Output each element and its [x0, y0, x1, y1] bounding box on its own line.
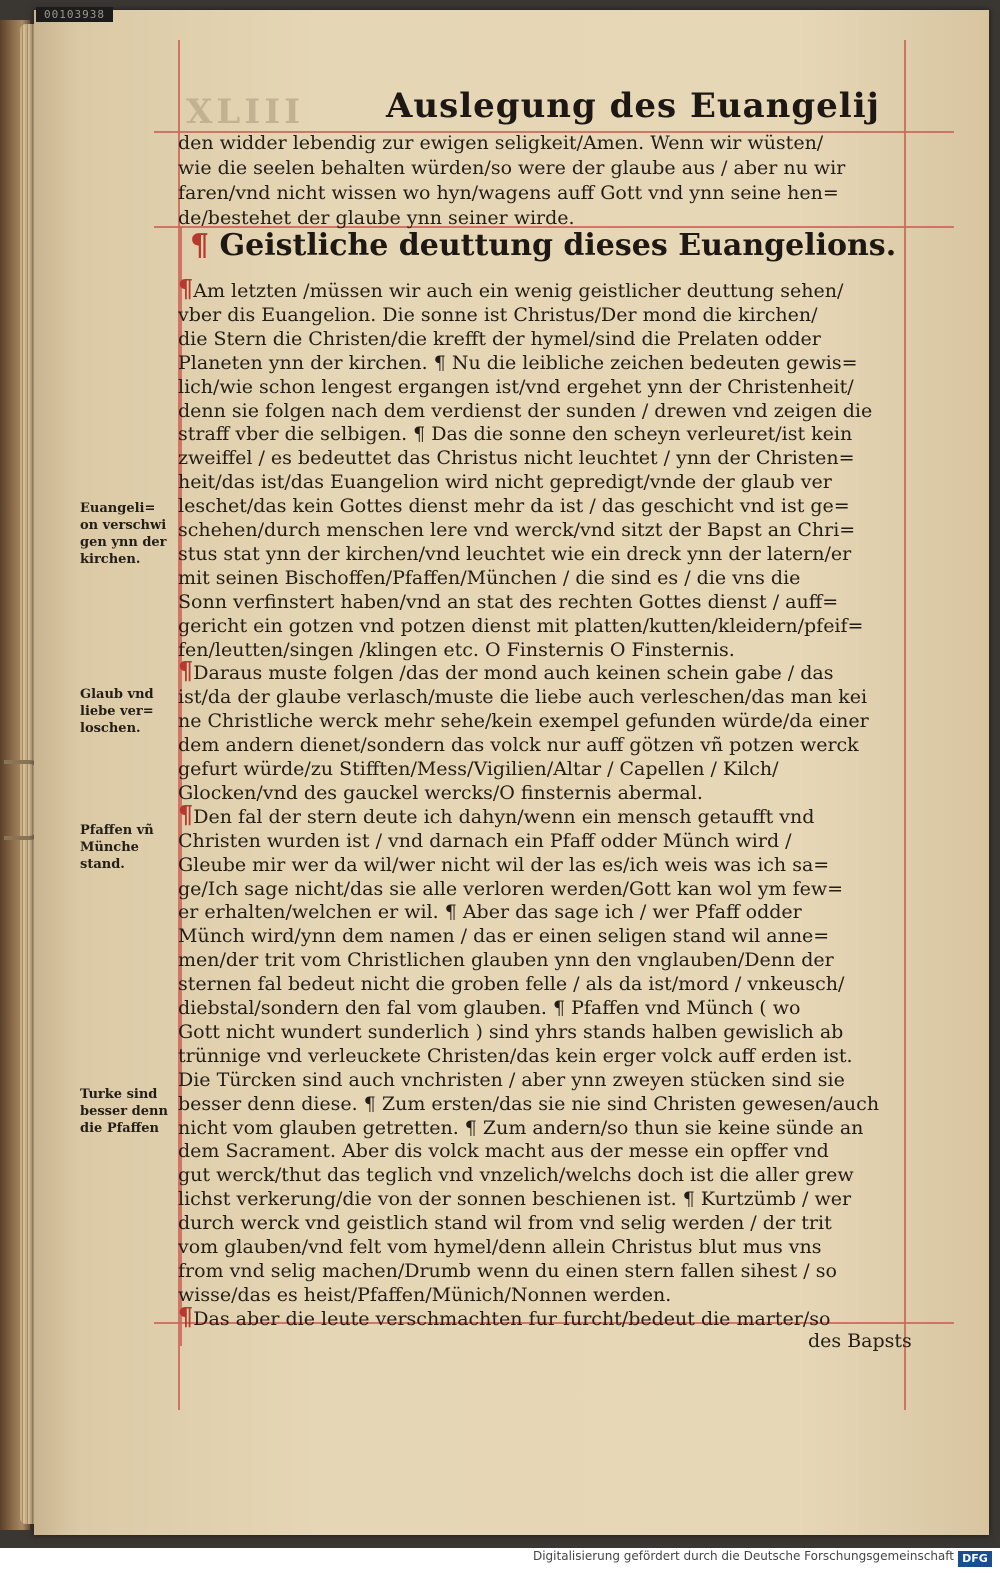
line-text: die Stern die Christen/die krefft der hymel/sind die Prelaten odder — [178, 327, 821, 350]
text-line — [178, 921, 906, 947]
text-line: faren/vnd nicht wissen wo hyn/wagens auff Gott vnd ynn seine hen= — [178, 182, 839, 204]
text-line — [178, 563, 906, 589]
line-text: zweiffel / es bedeuttet das Christus nicht leuchtet / ynn der Christen= — [178, 447, 855, 470]
line-text: lich/wie schon lengest ergangen ist/vnd ergehet ynn der Christenheit/ — [178, 375, 854, 398]
pilcrow-mark: ¶ — [178, 1303, 194, 1330]
line-text: straff vber die selbigen. ¶ Das die sonne den scheyn verleuret/ist kein — [178, 423, 853, 446]
text-line — [178, 1208, 906, 1234]
text-line — [178, 897, 906, 923]
text-line — [178, 1089, 906, 1115]
line-text: diebstal/sondern den fal vom glauben. ¶ Pfaffen vnd Münch ( wo — [178, 997, 801, 1019]
line-text: Das aber die leute verschmachten fur furcht/bedeut die marter/so — [193, 1307, 831, 1330]
line-text: sternen fal bedeut nicht die groben felle / als da ist/mord / vnkeusch/ — [178, 973, 845, 996]
text-line — [178, 348, 906, 374]
text-line — [178, 778, 906, 804]
text-line — [178, 730, 906, 756]
margin-note: Turke sind besser denn die Pfaffen — [80, 1087, 168, 1136]
text-line: de/bestehet der glaube ynn seiner wirde. — [178, 207, 575, 229]
text-line — [178, 874, 906, 900]
text-line — [178, 1232, 906, 1258]
text-line — [178, 945, 906, 971]
text-line — [178, 1304, 906, 1330]
line-text: Die Türcken sind auch vnchristen / aber ynn zweyen stücken sind sie — [178, 1068, 845, 1091]
line-text: Den fal der stern deute ich dahyn/wenn ein mensch getaufft vnd — [193, 805, 815, 828]
margin-note: Euangeli= on verschwi gen ynn der kirchen. — [80, 501, 167, 567]
text-line — [178, 443, 906, 469]
margin-note: Pfaffen vñ Münche stand. — [80, 823, 154, 872]
line-text: ge/Ich sage nicht/das sie alle verloren werden/Gott kan wol ym few= — [178, 877, 844, 900]
text-line — [178, 635, 906, 661]
text-line — [178, 1017, 906, 1043]
line-text: dem Sacrament. Aber dis volck macht aus der messe ein opffer vnd — [178, 1140, 829, 1163]
dfg-logo: DFG — [958, 1551, 992, 1567]
line-text: leschet/das kein Gottes dienst mehr da ist / das geschicht vnd ist ge= — [178, 495, 850, 518]
line-text: Sonn verfinstert haben/vnd an stat des rechten Gottes dienst / auff= — [178, 590, 839, 613]
text-line — [178, 1160, 906, 1186]
line-text: mit seinen Bischoffen/Pfaffen/München / die sind es / die vns die — [178, 566, 801, 589]
text-line — [178, 396, 906, 422]
text-line: den widder lebendig zur ewigen seligkeit/Amen. Wenn wir wüsten/ — [178, 132, 824, 154]
running-head: Auslegung des Euangelij — [386, 86, 880, 126]
text-line — [178, 587, 906, 613]
line-text: Planeten ynn der kirchen. ¶ Nu die leibliche zeichen bedeuten gewis= — [178, 351, 858, 374]
line-text: gefurt würde/zu Stifften/Mess/Vigilien/Altar / Capellen / Kilch/ — [178, 758, 779, 780]
text-line — [178, 969, 906, 995]
pilcrow-mark: ¶ — [178, 658, 194, 685]
text-line — [178, 1184, 906, 1210]
margin-note: Glaub vnd liebe ver= loschen. — [80, 687, 154, 736]
line-text: Christen wurden ist / vnd darnach ein Pfaff odder Münch wird / — [178, 829, 792, 852]
line-text: Gott nicht wundert sunderlich ) sind yhrs stands halben gewislich ab — [178, 1020, 844, 1043]
line-text: Münch wird/ynn dem namen / das er einen seligen stand wil anne= — [178, 925, 830, 948]
catchword: des Bapsts — [808, 1330, 912, 1352]
text-line — [178, 539, 906, 565]
funding-credit: Digitalisierung gefördert durch die Deutsche Forschungsgemeinschaft — [532, 1549, 954, 1563]
line-text: schehen/durch menschen lere vnd werck/vnd sitzt der Bapst an Chri= — [178, 519, 856, 541]
line-text: men/der trit vom Christlichen glauben ynn den vnglauben/Denn der — [178, 949, 834, 972]
line-text: besser denn diese. ¶ Zum ersten/das sie nie sind Christen gewesen/auch — [178, 1092, 880, 1115]
line-text: Gleube mir wer da wil/wer nicht wil der las es/ich weis was ich sa= — [178, 853, 830, 876]
line-text: dem andern dienet/sondern das volck nur auff götzen vñ potzen werck — [178, 734, 859, 757]
line-text: Daraus muste folgen /das der mond auch keinen schein gabe / das — [193, 662, 834, 685]
text-line — [178, 1065, 906, 1091]
pilcrow-mark: ¶ — [178, 276, 194, 302]
section-pilcrow: ¶ — [190, 228, 210, 263]
line-text: gut werck/thut das teglich vnd vnzelich/welchs doch ist die aller grew — [178, 1164, 854, 1187]
text-line — [178, 754, 906, 780]
text-line — [178, 1280, 906, 1306]
text-line — [178, 993, 906, 1019]
text-line — [178, 850, 906, 876]
folio-number: XLIII — [186, 92, 304, 132]
line-text: from vnd selig machen/Drumb wenn du einen stern fallen sihest / so — [178, 1259, 837, 1282]
text-line — [178, 491, 906, 517]
line-text: nicht vom glauben getretten. ¶ Zum andern/so thun sie keine sünde an — [178, 1116, 864, 1139]
line-text: denn sie folgen nach dem verdienst der sunden / drewen vnd zeigen die — [178, 399, 873, 422]
section-heading — [190, 228, 896, 263]
text-line — [178, 1256, 906, 1282]
text-line — [178, 515, 906, 541]
line-text: gericht ein gotzen vnd potzen dienst mit platten/kutten/kleidern/pfeif= — [178, 614, 864, 637]
line-text: lichst verkerung/die von der sonnen beschienen ist. ¶ Kurtzümb / wer — [178, 1188, 852, 1211]
line-text: Am letzten /müssen wir auch ein wenig geistlicher deuttung sehen/ — [193, 280, 844, 302]
text-line — [178, 1136, 906, 1162]
text-line — [178, 682, 906, 708]
line-text: Glocken/vnd des gauckel wercks/O finsternis abermal. — [178, 781, 703, 804]
text-line — [178, 372, 906, 398]
text-line — [178, 611, 906, 637]
text-line — [178, 802, 906, 828]
section-title-text: Geistliche deuttung dieses Euangelions. — [219, 228, 897, 263]
text-line: wie die seelen behalten würden/so were der glaube aus / aber nu wir — [178, 157, 846, 179]
text-line — [178, 826, 906, 852]
line-text: vom glauben/vnd felt vom hymel/denn allein Christus blut mus vns — [178, 1236, 822, 1258]
text-line — [178, 1113, 906, 1139]
text-line — [178, 1041, 906, 1067]
text-line — [178, 706, 906, 732]
text-line — [178, 300, 906, 326]
line-text: trünnige vnd verleuckete Christen/das kein erger volck auff erden ist. — [178, 1044, 853, 1067]
line-text: stus stat ynn der kirchen/vnd leuchtet wie ein dreck ynn der latern/er — [178, 542, 852, 565]
scan-stamp: 00103938 — [36, 7, 113, 22]
line-text: ne Christliche werck mehr sehe/kein exempel gefunden würde/da einer — [178, 710, 869, 733]
line-text: durch werck vnd geistlich stand wil from vnd selig werden / der trit — [178, 1212, 832, 1235]
line-text: fen/leutten/singen /klingen etc. O Finsternis O Finsternis. — [178, 638, 735, 661]
line-text: ist/da der glaube verlasch/muste die liebe auch verleschen/das man kei — [178, 686, 868, 709]
pilcrow-mark: ¶ — [178, 801, 194, 828]
text-line — [178, 419, 906, 445]
line-text: heit/das ist/das Euangelion wird nicht gepredigt/vnde der glaub ver — [178, 471, 832, 494]
text-line — [178, 658, 906, 684]
line-text: vber dis Euangelion. Die sonne ist Christus/Der mond die kirchen/ — [178, 303, 818, 326]
text-line — [178, 324, 906, 350]
text-line — [178, 467, 906, 493]
line-text: er erhalten/welchen er wil. ¶ Aber das sage ich / wer Pfaff odder — [178, 901, 802, 924]
text-line — [178, 276, 906, 302]
line-text: wisse/das es heist/Pfaffen/Münich/Nonnen werden. — [178, 1283, 672, 1306]
